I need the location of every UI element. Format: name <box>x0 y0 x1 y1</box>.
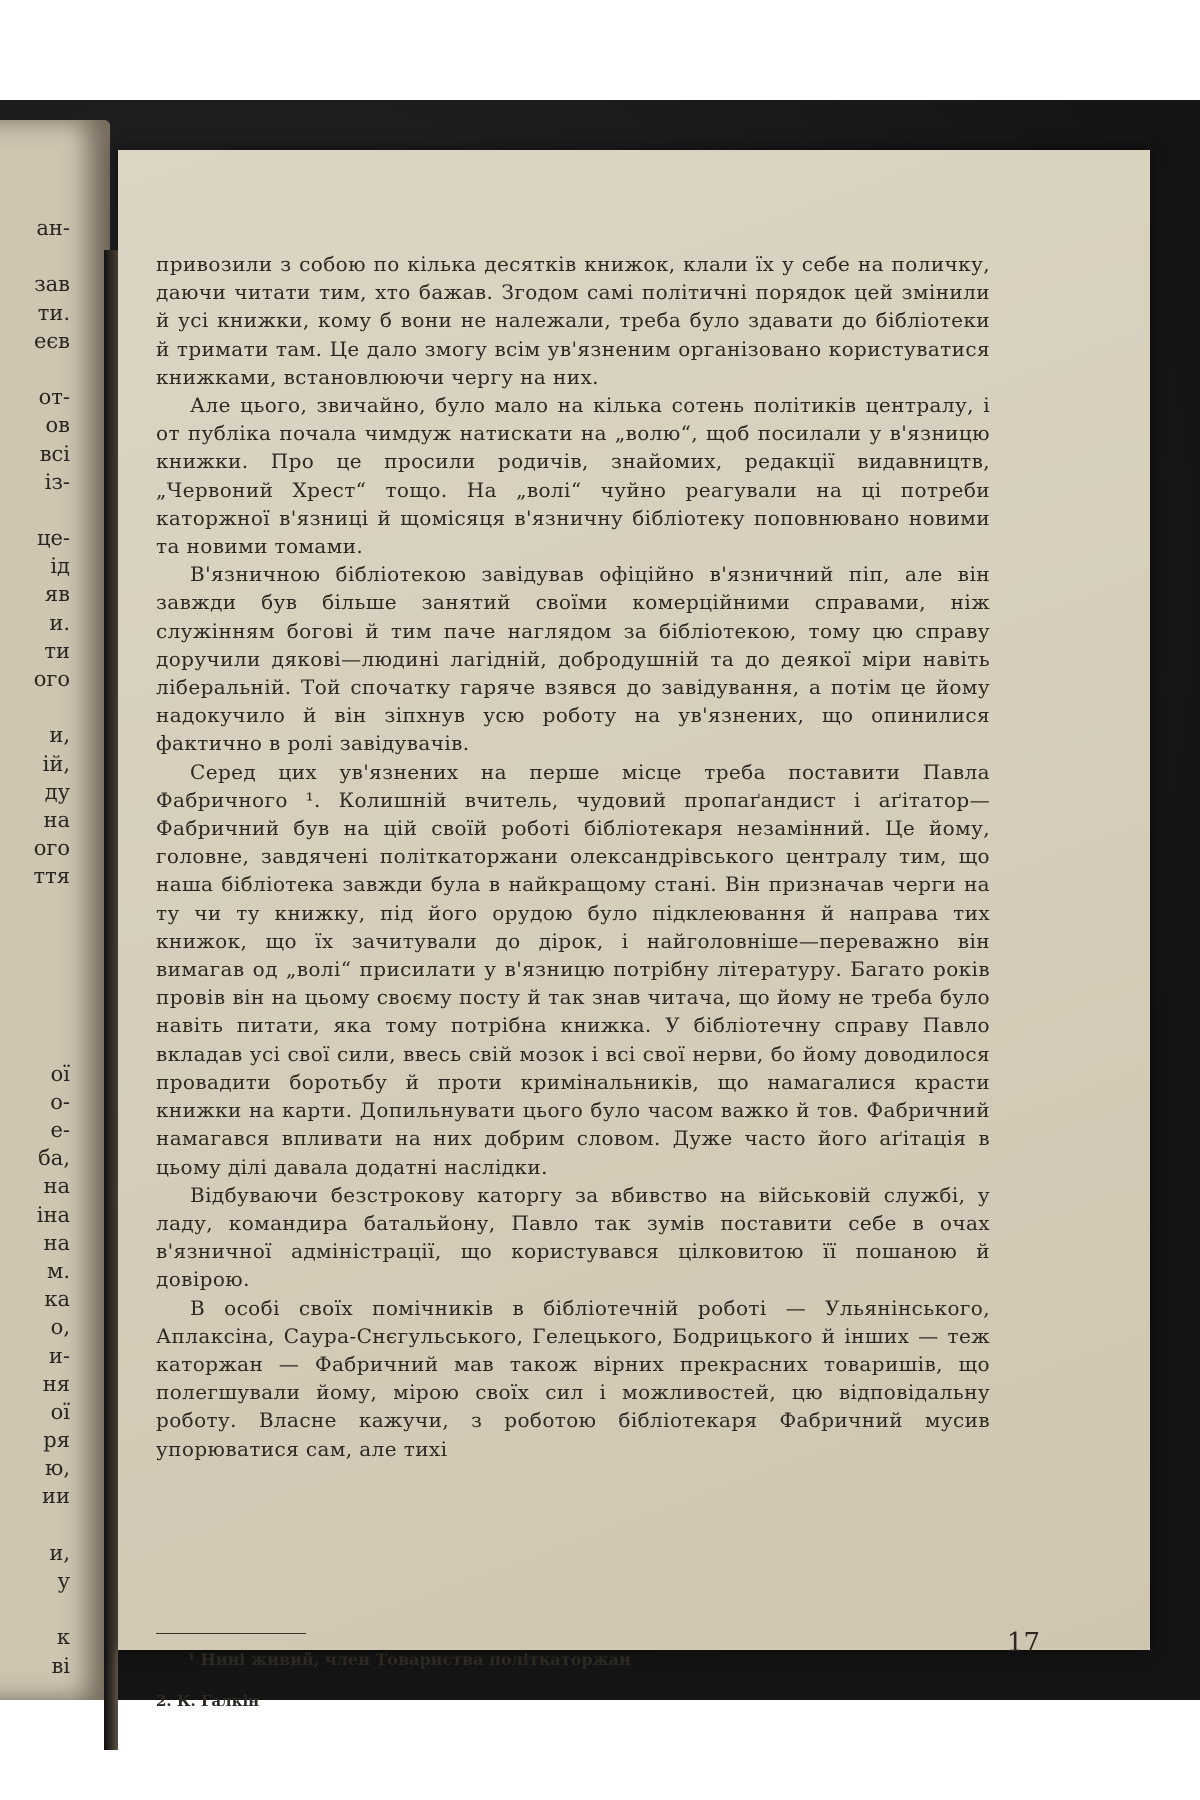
left-page-fragment: и- <box>48 1343 70 1368</box>
printer-signature: 2. К. Галкін <box>156 1692 260 1710</box>
left-page <box>0 120 110 1700</box>
left-page-fragment: ття <box>33 864 70 889</box>
left-page-fragment: іна <box>36 1202 70 1227</box>
left-page-fragment <box>0 1511 70 1539</box>
paragraph: привозили з собою по кілька десятків книжок, клали їх у себе на поличку, даючи читати тим, хто бажав. Згодом самі політичні порядок цей змінили й усі книжки, кому б вони не належали, треба було здавати до бібліотеки й тримати там. Це дало змогу всім ув'язненим організовано користуватися книжками, встановлюючи чергу на них. <box>156 252 990 389</box>
left-page-fragment: и, <box>49 723 70 748</box>
paragraph: В особі своїх помічників в бібліотечній роботі — Ульянінського, Аплаксіна, Саура-Снєгульського, Гелецького, Бодрицького й інших — теж каторжан — Фабричний мав також вірних прекрасних товаришів, що полегшували йому, мірою своїх сил і можливостей, цю відповідальну роботу. Власне кажучи, з роботою бібліотекаря Фабричний мусив упорюватися сам, але тихі <box>156 1295 990 1461</box>
page-body <box>156 250 990 1463</box>
page-number: 17 <box>1006 1628 1040 1658</box>
left-page-fragment <box>0 1003 70 1031</box>
footnote: ¹ Нині живий, член Товариства політкаторжан <box>188 1650 631 1669</box>
left-page-fragment: м. <box>46 1258 70 1283</box>
paragraph: Серед цих ув'язнених на перше місце треба поставити Павла Фабричного ¹. Колишній вчитель, чудовий пропаґандист і аґітатор—Фабричний був на цій своїй роботі бібліотекаря незамінний. Це йому, головне, завдячені політкаторжани олександрівського централу тим, що наша бібліотека завжди була в найкращому стані. Він призначав черги на ту чи ту книжку, під його орудою було підклеювання й направа тих книжок, що їх зачитували до дірок, і найголовніше—переважно він вимагав од „волі“ присилати у в'язницю потрібну літературу. Багато років провів він на цьому своєму посту й так знав читача, що йому не треба було навіть питати, яка тому потрібна книжка. У бібліотечну справу Павло вкладав усі свої сили, ввесь свій мозок і всі свої нерви, бо йому доводилося провадити боротьбу й проти кримінальників, що намагалися красти книжки на карти. Допильнувати цього було часом важко й тов. Фабричний намагався впливати на них добрим словом. Дуже часто його аґітація в цьому ділі давала додатні наслідки. <box>156 759 990 1179</box>
left-page-fragment: ря <box>43 1428 70 1453</box>
left-page-fragment <box>0 496 70 524</box>
left-page-fragment: ід <box>50 554 70 579</box>
left-page-fragment: к <box>56 1625 70 1650</box>
left-page-fragment: ю, <box>45 1456 70 1481</box>
left-page-fragment: ба, <box>38 1146 70 1171</box>
left-page-fragment: и. <box>49 610 70 635</box>
left-page-fragment: із- <box>44 469 70 494</box>
paragraph: В'язничною бібліотекою завідував офіційно в'язничний піп, але він завжди був більше занятий своїми комерційними справами, ніж служінням богові й тим паче наглядом за бібліотекою, тому цю справу доручили дякові—людині лагідній, добродушній та до деякої міри навіть ліберальній. Той спочатку гаряче взявся до завідування, а потім це йому надокучило й він зіпхнув усю роботу на ув'язнених, що опинилися фактично в ролі завідувачів. <box>156 562 990 756</box>
left-page-fragment: на <box>43 1174 70 1199</box>
left-page-fragment: ка <box>44 1287 70 1312</box>
left-page-fragment <box>0 1031 70 1059</box>
book-gutter <box>104 250 118 1750</box>
left-page-fragment: ня <box>42 1371 70 1396</box>
footnote-divider <box>156 1633 306 1634</box>
paragraph: Відбуваючи безстрокову каторгу за вбивство на військовій службі, у ладу, командира батальйону, Павло так зумів поставити себе в очах в'язничної адміністрації, що користувався цілковитою її пошаною й довірою. <box>156 1182 990 1292</box>
left-page-fragment: от- <box>38 385 70 410</box>
left-page-fragment: е- <box>50 1118 70 1142</box>
left-page-fragment: еєв <box>33 328 70 353</box>
left-page-fragment: ій, <box>42 751 70 776</box>
left-page-fragment <box>0 242 70 270</box>
left-page-fragment: о, <box>50 1315 70 1340</box>
left-page-fragment <box>0 1595 70 1623</box>
left-page-fragment: ої <box>50 1399 70 1424</box>
left-page-fragment <box>0 947 70 975</box>
left-page-fragment: на <box>43 1230 70 1255</box>
left-page-fragment: о- <box>50 1089 70 1114</box>
left-page-fragment <box>0 355 70 383</box>
left-page-fragment <box>0 693 70 721</box>
left-page-fragment: ду <box>44 779 70 804</box>
left-page-fragment <box>0 891 70 919</box>
left-page-fragment: ого <box>33 667 70 691</box>
left-page-fragment: ов <box>45 413 70 438</box>
paragraph: Але цього, звичайно, було мало на кілька сотень політиків централу, і от публіка почала чимдуж натискати на „волю“, щоб посилали у в'язницю книжки. Про це просили родичів, знайомих, редакції видавництв, „Червоний Хрест“ тощо. На „волі“ чуйно реагували на ці потреби каторжної в'язниці й щомісяця в'язничну бібліотеку поповнювано новими та новими томами. <box>156 393 990 559</box>
left-page-fragment: ти <box>44 638 70 663</box>
left-page-text-fragments <box>0 214 70 1680</box>
left-page-fragment: у <box>57 1569 70 1593</box>
left-page-fragment: ан- <box>36 216 70 240</box>
left-page-fragment: ої <box>50 1061 70 1086</box>
left-page-fragment: це- <box>36 526 70 551</box>
left-page-fragment <box>0 919 70 947</box>
left-page-fragment: ві <box>51 1653 70 1678</box>
left-page-fragment: зав <box>34 272 70 297</box>
left-page-fragment: ти. <box>37 300 70 325</box>
left-page-fragment: на <box>43 807 70 832</box>
left-page-fragment: всі <box>39 441 70 466</box>
left-page-fragment: ого <box>33 836 70 861</box>
left-page-fragment: яв <box>44 582 70 607</box>
left-page-fragment: и, <box>49 1540 70 1565</box>
photo-background <box>0 100 1200 1710</box>
right-page <box>118 150 1150 1710</box>
left-page-fragment: ии <box>42 1484 70 1509</box>
left-page-fragment <box>0 975 70 1003</box>
